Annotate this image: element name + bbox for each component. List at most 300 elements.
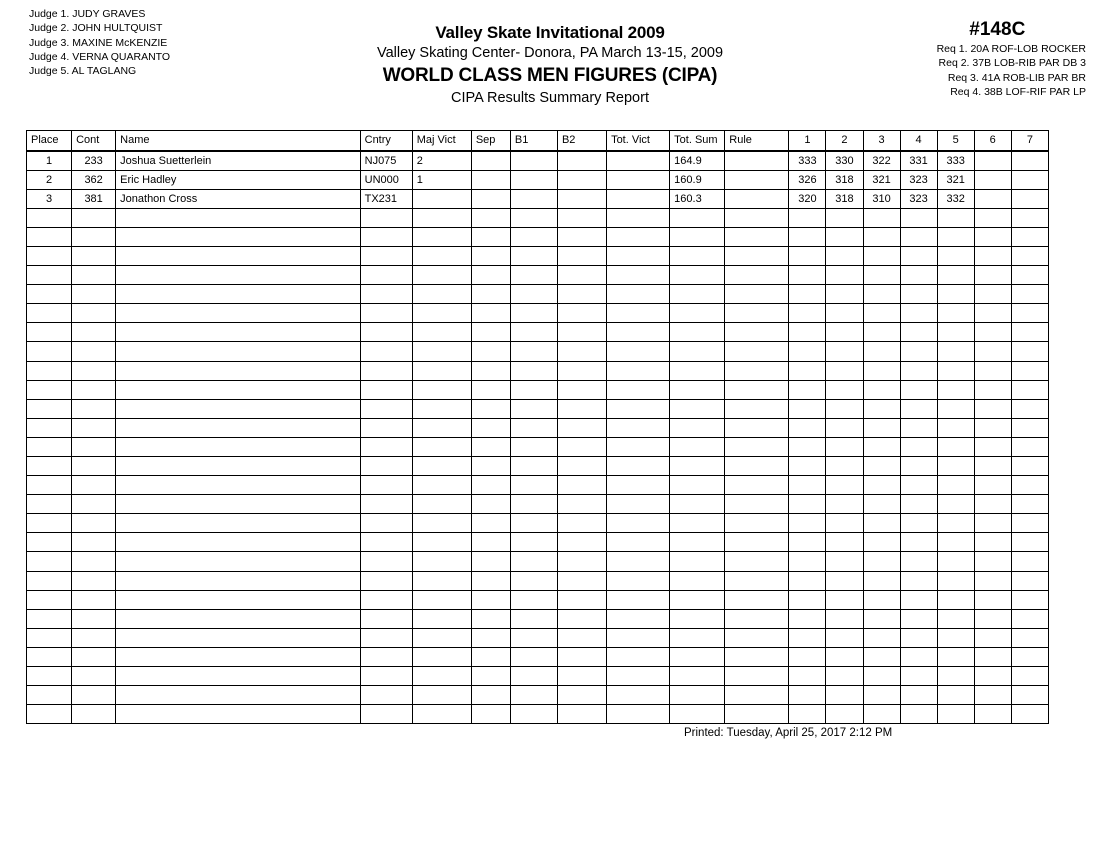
judge-label: Judge bbox=[29, 65, 58, 78]
cell-empty bbox=[725, 609, 789, 628]
table-row-empty bbox=[27, 609, 1049, 628]
cell-empty bbox=[826, 705, 863, 724]
cell-empty bbox=[412, 590, 471, 609]
cell-tot-sum: 164.9 bbox=[670, 151, 725, 171]
cell-empty bbox=[510, 495, 557, 514]
cell-empty bbox=[1011, 609, 1048, 628]
cell-empty bbox=[725, 266, 789, 285]
cell-empty bbox=[974, 495, 1011, 514]
column-header: 6 bbox=[974, 131, 1011, 151]
column-header: 2 bbox=[826, 131, 863, 151]
cell-empty bbox=[826, 437, 863, 456]
table-row bbox=[27, 151, 1049, 171]
cell-empty bbox=[116, 304, 360, 323]
cell-empty bbox=[27, 457, 72, 476]
cell-empty bbox=[1011, 514, 1048, 533]
column-header: Sep bbox=[471, 131, 510, 151]
cell-empty bbox=[510, 208, 557, 227]
requirement-number: 3. bbox=[967, 71, 979, 84]
cell-empty bbox=[974, 571, 1011, 590]
cell-empty bbox=[412, 647, 471, 666]
cell-empty bbox=[670, 514, 725, 533]
cell-empty bbox=[725, 552, 789, 571]
judge-label: Judge bbox=[29, 8, 58, 20]
cell-empty bbox=[471, 266, 510, 285]
cell-empty bbox=[557, 323, 606, 342]
cell-b1 bbox=[510, 170, 557, 189]
cell-empty bbox=[826, 476, 863, 495]
cell-empty bbox=[471, 246, 510, 265]
cell-empty bbox=[826, 609, 863, 628]
cell-empty bbox=[27, 495, 72, 514]
cell-empty bbox=[826, 266, 863, 285]
cell-empty bbox=[1011, 361, 1048, 380]
cell-empty bbox=[471, 304, 510, 323]
cell-empty bbox=[27, 266, 72, 285]
cell-empty bbox=[412, 533, 471, 552]
cell-empty bbox=[725, 304, 789, 323]
cell-empty bbox=[510, 380, 557, 399]
cell-empty bbox=[116, 380, 360, 399]
cell-rule bbox=[725, 151, 789, 171]
judge-line bbox=[29, 21, 170, 35]
table-row-empty bbox=[27, 323, 1049, 342]
cell-empty bbox=[974, 667, 1011, 686]
cell-empty bbox=[116, 266, 360, 285]
cell-empty bbox=[557, 342, 606, 361]
cell-empty bbox=[360, 266, 412, 285]
cell-cont: 233 bbox=[72, 151, 116, 171]
cell-empty bbox=[725, 208, 789, 227]
judge-number: 1. bbox=[57, 8, 70, 20]
cell-empty bbox=[725, 418, 789, 437]
cell-empty bbox=[900, 552, 937, 571]
cell-empty bbox=[607, 380, 670, 399]
cell-empty bbox=[725, 361, 789, 380]
cell-empty bbox=[670, 609, 725, 628]
cell-empty bbox=[937, 609, 974, 628]
cell-empty bbox=[1011, 647, 1048, 666]
cell-sep bbox=[471, 151, 510, 171]
cell-empty bbox=[412, 418, 471, 437]
cell-empty bbox=[116, 227, 360, 246]
cell-empty bbox=[412, 208, 471, 227]
requirement-text: 20A ROF-LOB ROCKER bbox=[967, 43, 1086, 55]
requirement-number: 1. bbox=[955, 43, 968, 55]
cell-judge-score bbox=[974, 151, 1011, 171]
cell-empty bbox=[789, 628, 826, 647]
cell-empty bbox=[557, 495, 606, 514]
cell-empty bbox=[789, 323, 826, 342]
cell-empty bbox=[360, 304, 412, 323]
cell-empty bbox=[670, 647, 725, 666]
cell-empty bbox=[725, 495, 789, 514]
cell-empty bbox=[974, 628, 1011, 647]
cell-empty bbox=[789, 533, 826, 552]
table-row-empty bbox=[27, 705, 1049, 724]
column-header: Cont bbox=[72, 131, 116, 151]
cell-empty bbox=[557, 476, 606, 495]
cell-sep bbox=[471, 170, 510, 189]
cell-empty bbox=[72, 647, 116, 666]
cell-tot-sum: 160.3 bbox=[670, 189, 725, 208]
cell-place: 3 bbox=[27, 189, 72, 208]
column-header: Place bbox=[27, 131, 72, 151]
cell-empty bbox=[360, 418, 412, 437]
cell-empty bbox=[27, 514, 72, 533]
cell-empty bbox=[72, 208, 116, 227]
cell-empty bbox=[557, 437, 606, 456]
cell-empty bbox=[510, 628, 557, 647]
cell-empty bbox=[510, 552, 557, 571]
cell-empty bbox=[1011, 495, 1048, 514]
cell-empty bbox=[27, 533, 72, 552]
cell-empty bbox=[72, 476, 116, 495]
cell-empty bbox=[471, 514, 510, 533]
cell-judge-score: 321 bbox=[937, 170, 974, 189]
requirement-label: Req bbox=[938, 57, 958, 70]
cell-empty bbox=[510, 323, 557, 342]
cell-empty bbox=[27, 418, 72, 437]
cell-empty bbox=[900, 667, 937, 686]
cell-empty bbox=[826, 495, 863, 514]
cell-empty bbox=[607, 705, 670, 724]
cell-empty bbox=[670, 552, 725, 571]
cell-empty bbox=[607, 323, 670, 342]
cell-empty bbox=[557, 304, 606, 323]
cell-empty bbox=[670, 476, 725, 495]
cell-empty bbox=[863, 246, 900, 265]
cell-empty bbox=[789, 571, 826, 590]
requirement-text: 41A ROB-LIB PAR BR bbox=[978, 71, 1086, 84]
cell-empty bbox=[116, 437, 360, 456]
cell-empty bbox=[72, 227, 116, 246]
judge-name: AL TAGLANG bbox=[69, 65, 137, 78]
cell-empty bbox=[412, 686, 471, 705]
cell-judge-score: 323 bbox=[900, 170, 937, 189]
cell-empty bbox=[863, 552, 900, 571]
cell-empty bbox=[116, 628, 360, 647]
cell-empty bbox=[471, 476, 510, 495]
cell-empty bbox=[725, 457, 789, 476]
cell-empty bbox=[725, 533, 789, 552]
cell-empty bbox=[670, 266, 725, 285]
cell-empty bbox=[826, 552, 863, 571]
cell-empty bbox=[471, 342, 510, 361]
cell-empty bbox=[607, 514, 670, 533]
cell-empty bbox=[937, 227, 974, 246]
cell-empty bbox=[360, 667, 412, 686]
cell-empty bbox=[360, 380, 412, 399]
cell-empty bbox=[27, 590, 72, 609]
cell-empty bbox=[510, 304, 557, 323]
cell-empty bbox=[937, 476, 974, 495]
cell-empty bbox=[116, 495, 360, 514]
cell-empty bbox=[557, 361, 606, 380]
cell-empty bbox=[607, 399, 670, 418]
cell-empty bbox=[607, 609, 670, 628]
cell-empty bbox=[72, 437, 116, 456]
cell-empty bbox=[937, 246, 974, 265]
cell-empty bbox=[116, 514, 360, 533]
cell-empty bbox=[974, 437, 1011, 456]
cell-empty bbox=[974, 533, 1011, 552]
cell-empty bbox=[900, 590, 937, 609]
column-header: Cntry bbox=[360, 131, 412, 151]
cell-b2 bbox=[557, 151, 606, 171]
requirement-number: 2. bbox=[957, 57, 970, 70]
cell-empty bbox=[789, 399, 826, 418]
cell-empty bbox=[1011, 342, 1048, 361]
cell-empty bbox=[789, 705, 826, 724]
cell-name: Eric Hadley bbox=[116, 170, 360, 189]
cell-empty bbox=[557, 208, 606, 227]
cell-empty bbox=[412, 266, 471, 285]
cell-empty bbox=[607, 533, 670, 552]
cell-empty bbox=[607, 342, 670, 361]
cell-empty bbox=[826, 590, 863, 609]
cell-empty bbox=[27, 476, 72, 495]
cell-empty bbox=[863, 266, 900, 285]
cell-empty bbox=[725, 476, 789, 495]
cell-cntry: NJ075 bbox=[360, 151, 412, 171]
cell-empty bbox=[826, 323, 863, 342]
cell-judge-score: 320 bbox=[789, 189, 826, 208]
cell-empty bbox=[725, 686, 789, 705]
cell-empty bbox=[471, 609, 510, 628]
cell-empty bbox=[1011, 323, 1048, 342]
cell-empty bbox=[72, 609, 116, 628]
cell-empty bbox=[607, 571, 670, 590]
cell-empty bbox=[789, 514, 826, 533]
cell-empty bbox=[116, 686, 360, 705]
cell-empty bbox=[937, 304, 974, 323]
judge-label: Judge bbox=[29, 36, 58, 49]
cell-empty bbox=[826, 380, 863, 399]
cell-empty bbox=[937, 380, 974, 399]
cell-empty bbox=[670, 457, 725, 476]
cell-empty bbox=[863, 208, 900, 227]
cell-empty bbox=[557, 552, 606, 571]
cell-empty bbox=[863, 609, 900, 628]
table-row-empty bbox=[27, 590, 1049, 609]
cell-empty bbox=[1011, 399, 1048, 418]
cell-empty bbox=[116, 609, 360, 628]
cell-empty bbox=[510, 399, 557, 418]
cell-empty bbox=[72, 533, 116, 552]
cell-empty bbox=[1011, 285, 1048, 304]
cell-empty bbox=[670, 705, 725, 724]
cell-empty bbox=[360, 628, 412, 647]
cell-empty bbox=[937, 418, 974, 437]
judge-line bbox=[29, 36, 170, 50]
cell-empty bbox=[72, 571, 116, 590]
cell-empty bbox=[510, 705, 557, 724]
cell-empty bbox=[863, 399, 900, 418]
cell-empty bbox=[900, 476, 937, 495]
cell-empty bbox=[607, 227, 670, 246]
table-row-empty bbox=[27, 628, 1049, 647]
cell-empty bbox=[360, 514, 412, 533]
cell-tot-sum: 160.9 bbox=[670, 170, 725, 189]
group-number: #148C bbox=[969, 19, 1026, 40]
cell-empty bbox=[826, 533, 863, 552]
cell-empty bbox=[826, 227, 863, 246]
cell-empty bbox=[471, 628, 510, 647]
judge-label: Judge bbox=[29, 50, 58, 63]
requirement-label: Req bbox=[936, 43, 956, 55]
cell-empty bbox=[937, 361, 974, 380]
cell-empty bbox=[789, 437, 826, 456]
cell-empty bbox=[471, 686, 510, 705]
cell-empty bbox=[72, 514, 116, 533]
cell-empty bbox=[557, 667, 606, 686]
cell-empty bbox=[1011, 266, 1048, 285]
judge-number: 4. bbox=[57, 50, 70, 63]
cell-empty bbox=[937, 285, 974, 304]
cell-empty bbox=[1011, 667, 1048, 686]
cell-empty bbox=[974, 227, 1011, 246]
table-header bbox=[27, 131, 1049, 151]
cell-empty bbox=[116, 208, 360, 227]
cell-empty bbox=[863, 304, 900, 323]
cell-empty bbox=[471, 457, 510, 476]
cell-empty bbox=[670, 418, 725, 437]
cell-empty bbox=[974, 380, 1011, 399]
cell-empty bbox=[510, 361, 557, 380]
cell-empty bbox=[1011, 418, 1048, 437]
cell-empty bbox=[863, 705, 900, 724]
cell-empty bbox=[974, 266, 1011, 285]
cell-empty bbox=[1011, 590, 1048, 609]
cell-empty bbox=[412, 705, 471, 724]
cell-empty bbox=[826, 514, 863, 533]
cell-empty bbox=[510, 342, 557, 361]
cell-empty bbox=[1011, 380, 1048, 399]
cell-empty bbox=[360, 533, 412, 552]
cell-empty bbox=[789, 266, 826, 285]
cell-empty bbox=[974, 686, 1011, 705]
cell-empty bbox=[510, 266, 557, 285]
cell-empty bbox=[900, 514, 937, 533]
cell-empty bbox=[557, 514, 606, 533]
cell-empty bbox=[670, 533, 725, 552]
cell-empty bbox=[607, 304, 670, 323]
table-row-empty bbox=[27, 667, 1049, 686]
cell-empty bbox=[557, 380, 606, 399]
judge-number: 5. bbox=[57, 65, 70, 78]
column-header: Tot. Sum bbox=[670, 131, 725, 151]
cell-cont: 381 bbox=[72, 189, 116, 208]
cell-empty bbox=[670, 590, 725, 609]
cell-name: Jonathon Cross bbox=[116, 189, 360, 208]
cell-empty bbox=[72, 552, 116, 571]
cell-empty bbox=[725, 705, 789, 724]
cell-empty bbox=[412, 342, 471, 361]
cell-empty bbox=[116, 457, 360, 476]
column-header: 5 bbox=[937, 131, 974, 151]
printed-timestamp: Printed: Tuesday, April 25, 2017 2:12 PM bbox=[684, 727, 893, 739]
cell-empty bbox=[27, 552, 72, 571]
table-row-empty bbox=[27, 399, 1049, 418]
cell-name: Joshua Suetterlein bbox=[116, 151, 360, 171]
report-header bbox=[280, 22, 820, 109]
judge-number: 2. bbox=[57, 22, 70, 35]
cell-empty bbox=[471, 495, 510, 514]
cell-empty bbox=[725, 227, 789, 246]
event-title: Valley Skate Invitational 2009 bbox=[435, 23, 665, 42]
results-table bbox=[26, 130, 1049, 724]
requirement-number: 4. bbox=[969, 85, 982, 98]
cell-empty bbox=[789, 495, 826, 514]
cell-empty bbox=[557, 533, 606, 552]
cell-empty bbox=[72, 285, 116, 304]
cell-judge-score: 332 bbox=[937, 189, 974, 208]
cell-empty bbox=[900, 437, 937, 456]
column-header: 7 bbox=[1011, 131, 1048, 151]
cell-empty bbox=[607, 437, 670, 456]
cell-empty bbox=[27, 686, 72, 705]
cell-empty bbox=[863, 647, 900, 666]
column-header: B2 bbox=[557, 131, 606, 151]
cell-empty bbox=[360, 246, 412, 265]
cell-empty bbox=[789, 476, 826, 495]
cell-empty bbox=[826, 342, 863, 361]
cell-empty bbox=[863, 361, 900, 380]
cell-empty bbox=[360, 590, 412, 609]
cell-empty bbox=[412, 323, 471, 342]
column-header: Tot. Vict bbox=[607, 131, 670, 151]
cell-empty bbox=[937, 323, 974, 342]
cell-empty bbox=[900, 361, 937, 380]
judges-list bbox=[29, 7, 170, 78]
cell-empty bbox=[937, 705, 974, 724]
cell-empty bbox=[725, 647, 789, 666]
requirement-text: 38B LOF-RIF PAR LP bbox=[981, 85, 1086, 98]
cell-empty bbox=[670, 285, 725, 304]
cell-empty bbox=[1011, 686, 1048, 705]
cell-empty bbox=[900, 457, 937, 476]
cell-empty bbox=[789, 285, 826, 304]
cell-empty bbox=[1011, 246, 1048, 265]
cell-empty bbox=[670, 323, 725, 342]
cell-empty bbox=[412, 609, 471, 628]
table-row bbox=[27, 189, 1049, 208]
cell-empty bbox=[900, 227, 937, 246]
cell-empty bbox=[974, 590, 1011, 609]
cell-empty bbox=[412, 514, 471, 533]
cell-cntry: TX231 bbox=[360, 189, 412, 208]
cell-empty bbox=[116, 342, 360, 361]
cell-empty bbox=[510, 667, 557, 686]
cell-empty bbox=[789, 418, 826, 437]
cell-empty bbox=[937, 457, 974, 476]
cell-empty bbox=[900, 647, 937, 666]
cell-empty bbox=[670, 571, 725, 590]
cell-empty bbox=[863, 667, 900, 686]
cell-empty bbox=[863, 380, 900, 399]
cell-empty bbox=[116, 323, 360, 342]
cell-empty bbox=[1011, 533, 1048, 552]
cell-judge-score: 331 bbox=[900, 151, 937, 171]
judge-name: JUDY GRAVES bbox=[69, 8, 146, 20]
cell-empty bbox=[974, 609, 1011, 628]
cell-empty bbox=[900, 705, 937, 724]
cell-rule bbox=[725, 189, 789, 208]
cell-empty bbox=[789, 457, 826, 476]
cell-empty bbox=[863, 323, 900, 342]
cell-empty bbox=[826, 571, 863, 590]
